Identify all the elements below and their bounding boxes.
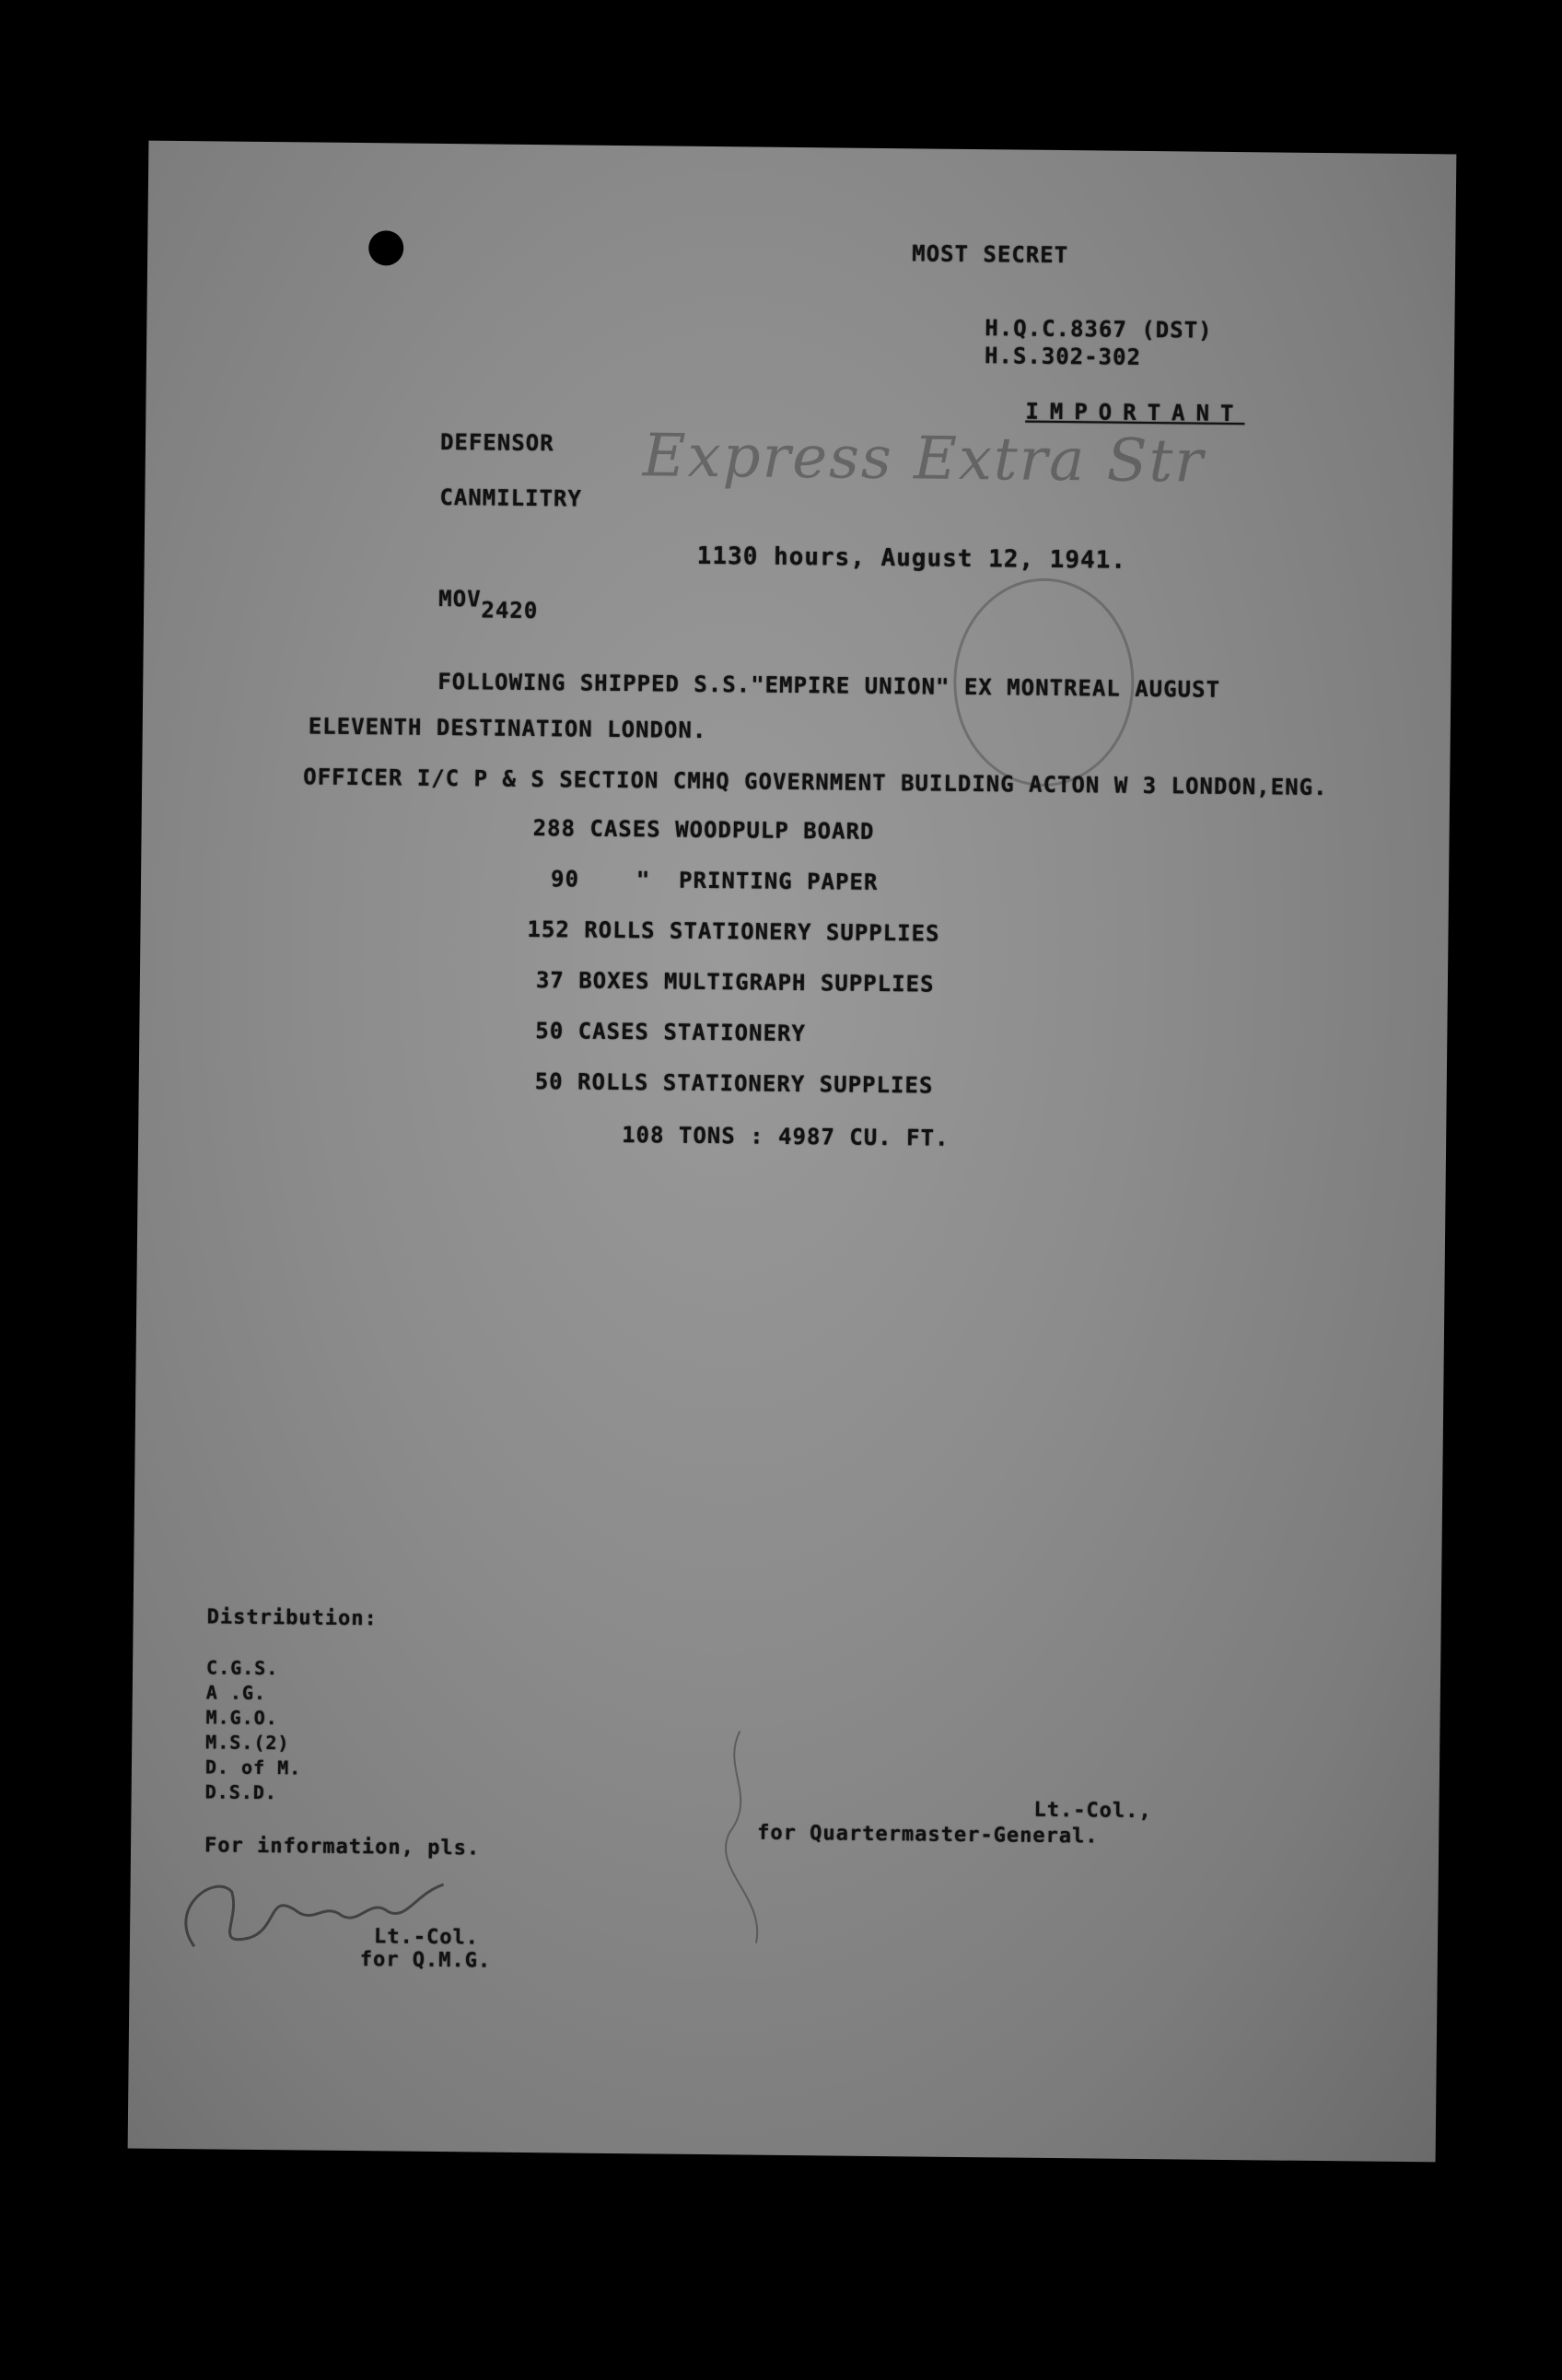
cargo-item: 152 ROLLS STATIONERY SUPPLIES	[527, 916, 940, 947]
cargo-item: 90 " PRINTING PAPER	[550, 866, 879, 895]
left-signature-rank: Lt.-Col.	[373, 1925, 480, 1950]
cargo-total: 108 TONS : 4987 CU. FT.	[622, 1122, 950, 1151]
reference-line-2: H.S.302-302	[984, 343, 1142, 370]
message-number-value: 2420	[481, 597, 539, 624]
body-line-2: ELEVENTH DESTINATION LONDON.	[308, 713, 707, 744]
right-signature-for: for Quartermaster-General.	[757, 1821, 1099, 1849]
distribution-item: C.G.S.	[205, 1656, 279, 1680]
signature-marks	[128, 141, 1457, 2163]
cargo-item: 37 BOXES MULTIGRAPH SUPPLIES	[535, 967, 935, 998]
handwritten-signature-right	[725, 1731, 760, 1942]
left-signature-for: for Q.M.G.	[359, 1948, 492, 1973]
cargo-item: 50 ROLLS STATIONERY SUPPLIES	[534, 1068, 934, 1099]
distribution-item: M.S.(2)	[205, 1731, 290, 1755]
distribution-item: A .G.	[205, 1681, 267, 1705]
message-prefix: MOV	[438, 585, 482, 612]
right-signature-rank: Lt.-Col.,	[1033, 1798, 1152, 1824]
distribution-item: D. of M.	[204, 1756, 302, 1779]
distribution-item: M.G.O.	[205, 1706, 278, 1730]
cargo-item: 50 CASES STATIONERY	[535, 1018, 807, 1047]
distribution-note: For information, pls.	[204, 1834, 481, 1861]
sender: CANMILITRY	[439, 484, 583, 512]
date-time: 1130 hours, August 12, 1941.	[696, 542, 1127, 575]
reference-line-1: H.Q.C.8367 (DST)	[985, 315, 1213, 344]
priority-label: IMPORTANT	[1025, 398, 1245, 427]
addressee: DEFENSOR	[439, 428, 554, 457]
document-sheet	[128, 141, 1457, 2163]
classification: MOST SECRET	[912, 240, 1069, 269]
body-line-1: FOLLOWING SHIPPED S.S."EMPIRE UNION" EX MONTREAL AUGUST	[437, 668, 1221, 703]
cargo-item: 288 CASES WOODPULP BOARD	[532, 815, 875, 845]
distribution-title: Distribution:	[206, 1605, 378, 1631]
distribution-item: D.S.D.	[204, 1780, 278, 1804]
handwritten-note: Express Extra Str	[642, 422, 1206, 496]
body-line-3: OFFICER I/C P & S SECTION CMHQ GOVERNMENT BUILDING ACTON W 3 LONDON,ENG.	[303, 764, 1328, 801]
